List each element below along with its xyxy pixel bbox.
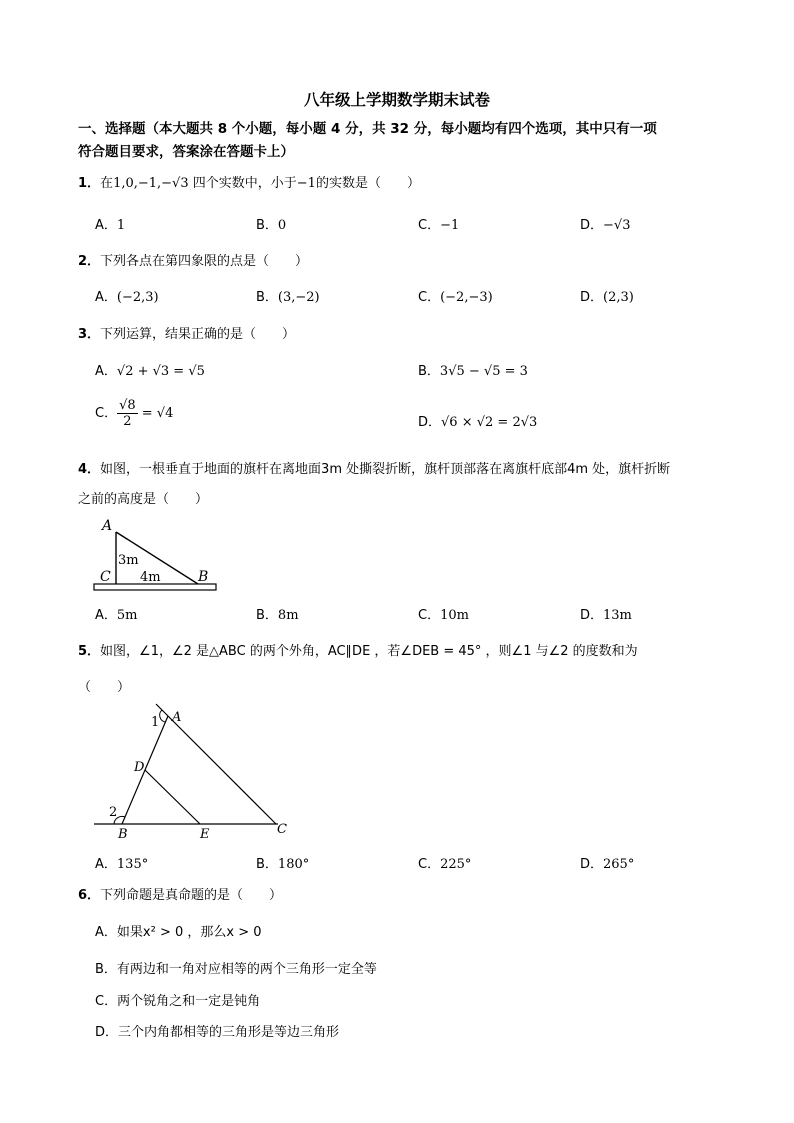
label-b: B <box>198 569 209 585</box>
q4-option-d[interactable] <box>580 604 632 623</box>
q3-option-b[interactable] <box>418 360 528 379</box>
label-c: C <box>100 569 111 585</box>
fraction-numerator: √8 <box>119 398 136 413</box>
question-5 <box>78 640 638 659</box>
q6-option-c[interactable] <box>95 990 260 1009</box>
option-letter: D． <box>580 218 604 233</box>
question-text: 四个实数中，小于 <box>188 176 297 191</box>
option-letter: C． <box>418 218 441 233</box>
option-text: 如果x² > 0 ，那么x > 0 <box>116 925 262 940</box>
question-text: 如图，∠1，∠2 是△ABC 的两个外角，AC∥DE ，若∠DEB = 45° ，则∠1 与∠2 的度数和为 <box>100 644 638 659</box>
question-text: 在 <box>100 176 114 191</box>
option-text: 10m <box>440 608 469 623</box>
label-a: A <box>102 518 113 534</box>
section-heading-line2: 符合题目要求，答案涂在答题卡上） <box>78 144 294 160</box>
flagpole-figure <box>90 514 222 598</box>
question-5-line2: （ ） <box>78 680 131 695</box>
option-letter: B． <box>256 218 278 233</box>
question-number: 6． <box>78 888 101 903</box>
q1-option-a[interactable] <box>95 214 125 233</box>
question-number: 2． <box>78 254 101 269</box>
option-text: 三个内角都相等的三角形是等边三角形 <box>118 1025 340 1040</box>
option-letter: A． <box>95 218 117 233</box>
question-number: 4． <box>78 462 101 477</box>
question-math: 1,0,−1,−√3 <box>113 176 189 191</box>
option-letter: D． <box>95 1025 119 1040</box>
option-text: 265° <box>603 857 635 872</box>
option-letter: C． <box>95 994 118 1009</box>
q1-option-b[interactable] <box>256 214 286 233</box>
option-text: (2,3) <box>603 290 634 305</box>
option-letter: B． <box>95 962 117 977</box>
section-heading-line1: 一、选择题（本大题共 8 个小题，每小题 4 分，共 32 分，每小题均有四个选项，其中只有一项 <box>78 121 657 137</box>
q3-option-c[interactable] <box>95 398 173 429</box>
option-letter: C． <box>95 406 118 421</box>
q4-option-a[interactable] <box>95 604 138 623</box>
question-2 <box>78 250 308 269</box>
option-letter: A． <box>95 290 117 305</box>
question-text: 的实数是（ ） <box>315 176 420 191</box>
option-letter: A． <box>95 857 117 872</box>
option-text: 3√5 − √5 = 3 <box>439 364 528 379</box>
option-letter: B． <box>256 857 278 872</box>
label-2: 2 <box>109 805 118 820</box>
triangle-figure <box>90 700 300 845</box>
q6-option-d[interactable] <box>95 1021 339 1040</box>
option-text: 225° <box>440 857 472 872</box>
option-letter: C． <box>418 857 441 872</box>
question-text: 下列命题是真命题的是（ ） <box>100 888 283 903</box>
fraction-denominator: 2 <box>123 414 132 429</box>
label-a: A <box>172 710 182 725</box>
option-letter: D． <box>580 290 604 305</box>
label-e: E <box>200 827 210 842</box>
option-letter: B． <box>418 364 440 379</box>
q2-option-b[interactable] <box>256 286 320 305</box>
option-letter: A． <box>95 925 117 940</box>
option-text: 5m <box>116 608 138 623</box>
q5-option-b[interactable] <box>256 853 309 872</box>
option-text: (−2,−3) <box>440 290 493 305</box>
option-letter: C． <box>418 290 441 305</box>
q4-option-b[interactable] <box>256 604 299 623</box>
question-6 <box>78 884 282 903</box>
option-text: 有两边和一角对应相等的两个三角形一定全等 <box>116 962 377 977</box>
q4-option-c[interactable] <box>418 604 469 623</box>
option-letter: D． <box>580 857 604 872</box>
option-text: (3,−2) <box>277 290 320 305</box>
question-number: 3． <box>78 327 101 342</box>
label-4m: 4m <box>140 570 161 585</box>
q1-option-c[interactable] <box>418 214 459 233</box>
option-text: 8m <box>277 608 299 623</box>
label-c: C <box>277 822 287 837</box>
q5-option-c[interactable] <box>418 853 471 872</box>
q3-option-d[interactable] <box>418 411 537 430</box>
option-text: 两个锐角之和一定是钝角 <box>117 994 261 1009</box>
q1-option-d[interactable] <box>580 214 630 233</box>
question-text: 如图，一根垂直于地面的旗杆在离地面3m 处撕裂折断，旗杆顶部落在离旗杆底部4m 处，旗杆折断 <box>100 462 671 477</box>
option-text: √2 + √3 = √5 <box>116 364 205 379</box>
option-text: = √4 <box>141 406 174 421</box>
question-4 <box>78 458 670 477</box>
option-text: 180° <box>277 857 310 872</box>
option-text: 1 <box>116 218 126 233</box>
q3-option-a[interactable] <box>95 360 205 379</box>
option-text: √6 × √2 = 2√3 <box>441 415 538 430</box>
fraction <box>117 398 138 429</box>
question-text: 下列各点在第四象限的点是（ ） <box>100 254 309 269</box>
q2-option-a[interactable] <box>95 286 159 305</box>
option-text: 135° <box>116 857 149 872</box>
option-letter: A． <box>95 608 117 623</box>
question-1 <box>78 172 420 191</box>
q6-option-a[interactable] <box>95 921 262 940</box>
label-3m: 3m <box>118 553 139 568</box>
question-4-line2: 之前的高度是（ ） <box>78 492 209 507</box>
option-letter: D． <box>580 608 604 623</box>
question-number: 1． <box>78 176 101 191</box>
option-letter: B． <box>256 290 278 305</box>
q2-option-d[interactable] <box>580 286 634 305</box>
option-letter: D． <box>418 415 442 430</box>
line-de <box>145 770 200 824</box>
question-number: 5． <box>78 644 101 659</box>
option-text: (−2,3) <box>116 290 159 305</box>
question-math: −1 <box>296 176 316 191</box>
option-letter: C． <box>418 608 441 623</box>
q5-option-a[interactable] <box>95 853 148 872</box>
q2-option-c[interactable] <box>418 286 493 305</box>
q5-option-d[interactable] <box>580 853 634 872</box>
option-text: −1 <box>440 218 460 233</box>
option-text: −√3 <box>603 218 631 233</box>
page-title: 八年级上学期数学期末试卷 <box>303 91 490 109</box>
label-b: B <box>118 827 128 842</box>
question-3 <box>78 323 295 342</box>
option-text: 13m <box>603 608 632 623</box>
option-text: 0 <box>277 218 287 233</box>
q6-option-b[interactable] <box>95 958 377 977</box>
option-letter: B． <box>256 608 278 623</box>
label-d: D <box>134 760 145 775</box>
question-text: 下列运算，结果正确的是（ ） <box>100 327 296 342</box>
option-letter: A． <box>95 364 117 379</box>
label-1: 1 <box>151 715 160 730</box>
